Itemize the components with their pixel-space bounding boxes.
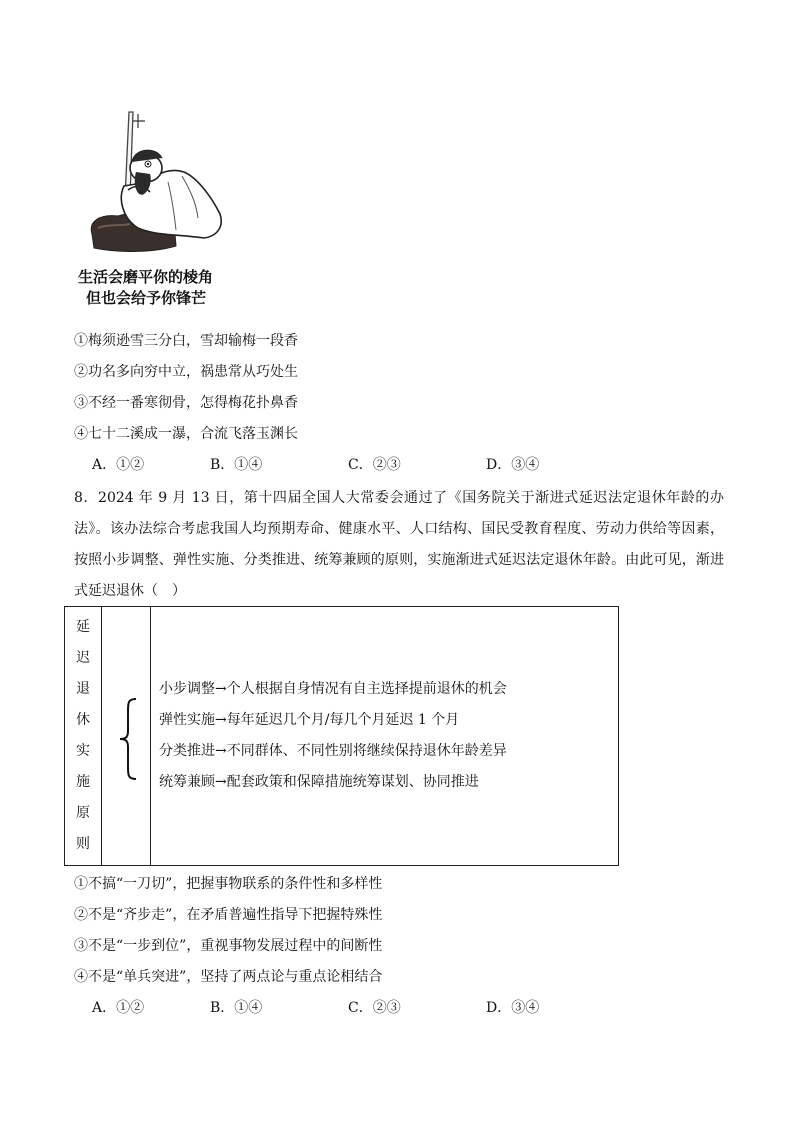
label-char: 退 [76,681,90,697]
q8-choice-a[interactable]: A．①② [92,1000,145,1016]
q7-choice-d[interactable]: D．③④ [486,457,540,473]
q7-option-3: ③不经一番寒彻骨，怎得梅花扑鼻香 [74,395,298,411]
q7-choice-b[interactable]: B．①④ [210,457,263,473]
principle-row-3: 分类推进→不同群体、不同性别将继续保持退休年龄差异 [159,743,507,759]
q7-choices [92,455,606,475]
label-char: 实 [76,743,90,759]
label-char: 施 [76,774,90,790]
q8-option-2: ②不是“齐步走”，在矛盾普遍性指导下把握特殊性 [74,907,383,923]
label-char: 休 [76,712,90,728]
principles-cell [151,607,619,866]
caption-line-1: 生活会磨平你的棱角 [78,268,214,286]
retirement-principles-table [64,606,619,866]
q8-option-3: ③不是“一步到位”，重视事物发展过程中的间断性 [74,938,383,954]
principle-row-2: 弹性实施→每年延迟几个月/每几个月延迟 1 个月 [159,712,460,728]
q8-option-1: ①不搞“一刀切”，把握事物联系的条件性和多样性 [74,876,383,892]
q8-choice-c[interactable]: C．②③ [348,1000,401,1016]
q8-choice-d[interactable]: D．③④ [486,1000,540,1016]
q7-choice-c[interactable]: C．②③ [348,457,401,473]
q8-stem: 8．2024 年 9 月 13 日，第十四届全国人大常委会通过了《国务院关于渐进式延迟法定退休年龄的办法》。该办法综合考虑我国人均预期寿命、健康水平、人口结构、国民受教育程度、劳动力供给等因素，按照小步调整、弹性实施、分类推进、统筹兼顾的原则，实施渐进式延迟法定退休年龄。由此可见，渐进式延迟退休（ ） [74,490,724,599]
brace-icon [118,697,138,781]
label-char: 则 [76,836,90,852]
sword-man-illustration [78,106,228,311]
q8-choice-b[interactable]: B．①④ [210,1000,263,1016]
label-char: 延 [76,619,90,635]
caption-line-2: 但也会给予你锋芒 [86,289,207,307]
q7-choice-a[interactable]: A．①② [92,457,145,473]
q8-option-4: ④不是“单兵突进”，坚持了两点论与重点论相结合 [74,969,383,985]
brace-cell [102,607,151,866]
principle-row-4: 统筹兼顾→配套政策和保障措施统筹谋划、协同推进 [159,774,479,790]
label-char: 迟 [76,650,90,666]
label-char: 原 [76,805,90,821]
q7-option-4: ④七十二溪成一瀑，合流飞落玉渊长 [74,426,298,442]
vertical-label-cell [65,607,102,866]
q7-option-1: ①梅须逊雪三分白，雪却输梅一段香 [74,333,298,349]
principle-row-1: 小步调整→个人根据自身情况有自主选择提前退休的机会 [159,681,507,697]
q7-option-2: ②功名多向穷中立，祸患常从巧处生 [74,364,298,380]
vertical-label [65,612,101,860]
q8-choices [92,998,606,1018]
